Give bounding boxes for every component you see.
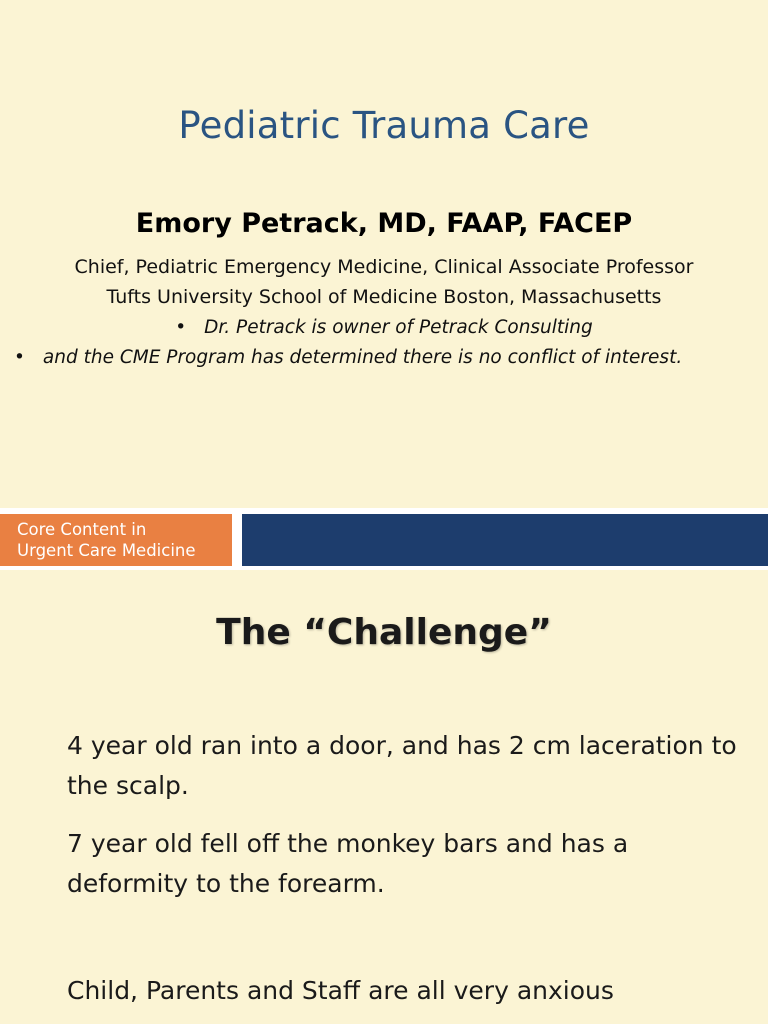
banner-line-1: Core Content in [17, 520, 147, 539]
slide-title: Pediatric Trauma Care [178, 104, 590, 147]
bullet-dot-icon: • [175, 317, 187, 338]
case-paragraph-2: 7 year old fell off the monkey bars and has a deformity to the forearm. [67, 829, 629, 898]
disclosure-text-1: Dr. Petrack is owner of Petrack Consulting [204, 317, 593, 338]
case-paragraph-1: 4 year old ran into a door, and has 2 cm laceration to the scalp. [67, 731, 737, 800]
banner-navy-block [242, 514, 768, 566]
disclosure-text-2: and the CME Program has determined there is no conflict of interest. [42, 347, 683, 368]
course-banner [0, 514, 768, 566]
case-paragraph-3: Child, Parents and Staff are all very anxious [67, 976, 614, 1005]
slide-title: The “Challenge” [216, 612, 552, 653]
disclosure-bullet-1 [0, 317, 768, 338]
affiliation-line-1: Chief, Pediatric Emergency Medicine, Clinical Associate Professor [74, 256, 694, 278]
banner-logo-text [17, 519, 196, 561]
title-slide [0, 0, 768, 508]
banner-line-2: Urgent Care Medicine [17, 541, 196, 560]
challenge-slide [0, 570, 768, 1024]
disclosure-bullet-2 [14, 347, 768, 368]
bullet-dot-icon: • [14, 347, 25, 368]
banner-orange-block [0, 514, 232, 566]
presenter-name: Emory Petrack, MD, FAAP, FACEP [135, 208, 633, 239]
affiliation-line-2: Tufts University School of Medicine Boston, Massachusetts [106, 286, 662, 308]
